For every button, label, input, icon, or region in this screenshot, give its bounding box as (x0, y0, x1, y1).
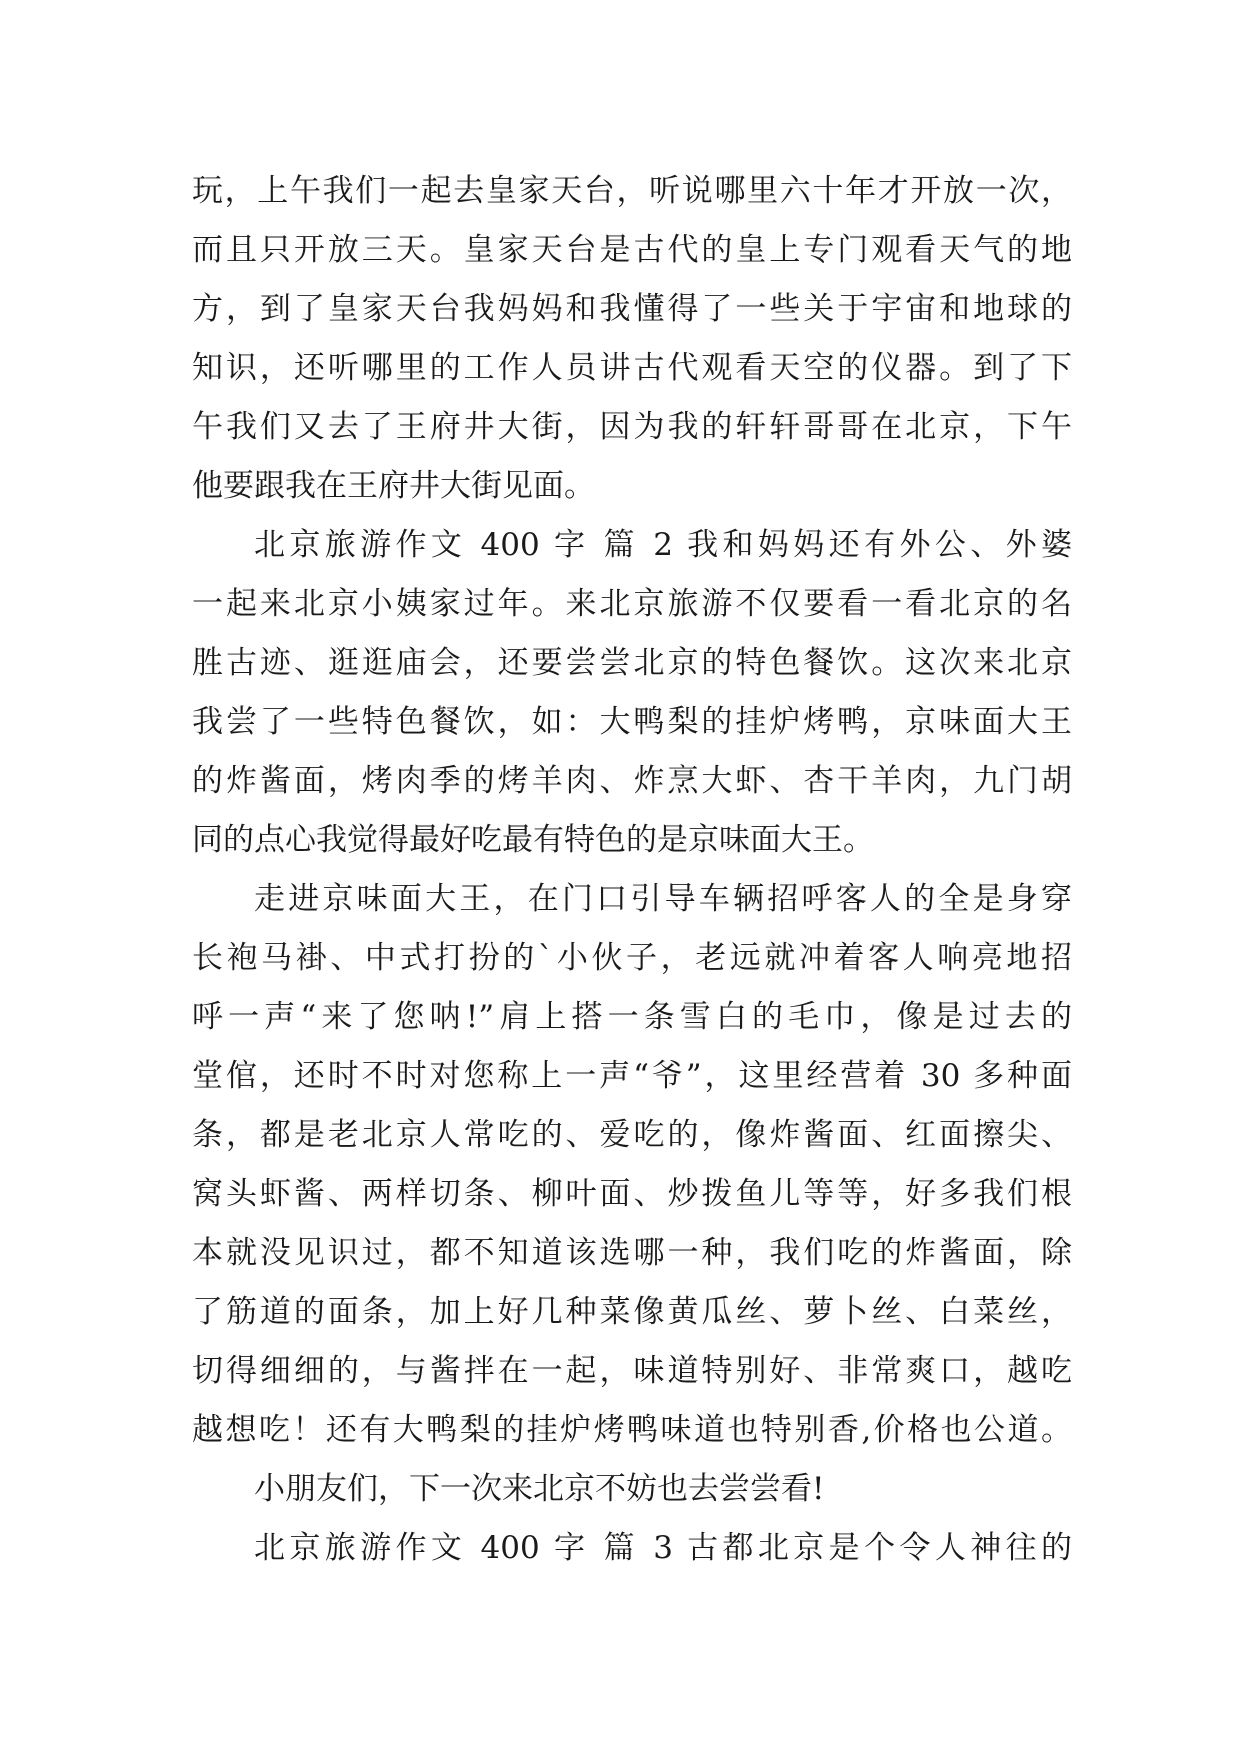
text-line: 北京旅游作文 400 字 篇 3 古都北京是个令人神往的 (254, 1530, 1072, 1566)
text-line: 玩，上午我们一起去皇家天台，听说哪里六十年才开放一次， (192, 173, 1072, 209)
text-line: 了筋道的面条，加上好几种菜像黄瓜丝、萝卜丝、白菜丝， (192, 1294, 1072, 1330)
text-line: 堂倌，还时不时对您称上一声“爷”，这里经营着 30 多种面 (192, 1058, 1072, 1094)
essay-text (192, 162, 1072, 1578)
text-line: 越想吃！还有大鸭梨的挂炉烤鸭味道也特别香,价格也公道。 (192, 1412, 1072, 1448)
text-line: 条，都是老北京人常吃的、爱吃的，像炸酱面、红面擦尖、 (192, 1117, 1072, 1153)
text-line: 方，到了皇家天台我妈妈和我懂得了一些关于宇宙和地球的 (192, 291, 1072, 327)
text-line: 胜古迹、逛逛庙会，还要尝尝北京的特色餐饮。这次来北京 (192, 645, 1072, 681)
text-line: 小朋友们，下一次来北京不妨也去尝尝看! (254, 1471, 825, 1507)
text-line: 而且只开放三天。皇家天台是古代的皇上专门观看天气的地 (192, 232, 1072, 268)
text-line: 北京旅游作文 400 字 篇 2 我和妈妈还有外公、外婆 (254, 527, 1072, 563)
text-line: 午我们又去了王府井大街，因为我的轩轩哥哥在北京，下午 (192, 409, 1072, 445)
text-line: 知识，还听哪里的工作人员讲古代观看天空的仪器。到了下 (192, 350, 1072, 386)
text-line: 呼一声“来了您呐!”肩上搭一条雪白的毛巾，像是过去的 (192, 999, 1072, 1035)
text-line: 窝头虾酱、两样切条、柳叶面、炒拨鱼儿等等，好多我们根 (192, 1176, 1072, 1212)
text-line: 的炸酱面，烤肉季的烤羊肉、炸烹大虾、杏干羊肉，九门胡 (192, 763, 1072, 799)
text-line: 同的点心我觉得最好吃最有特色的是京味面大王。 (192, 822, 874, 858)
text-line: 本就没见识过，都不知道该选哪一种，我们吃的炸酱面，除 (192, 1235, 1072, 1271)
text-line: 切得细细的，与酱拌在一起，味道特别好、非常爽口，越吃 (192, 1353, 1072, 1389)
text-line: 走进京味面大王，在门口引导车辆招呼客人的全是身穿 (254, 881, 1072, 917)
text-line: 他要跟我在王府井大街见面。 (192, 468, 595, 504)
text-line: 长袍马褂、中式打扮的`小伙子，老远就冲着客人响亮地招 (192, 940, 1072, 976)
text-line: 我尝了一些特色餐饮，如：大鸭梨的挂炉烤鸭，京味面大王 (192, 704, 1072, 740)
text-line: 一起来北京小姨家过年。来北京旅游不仅要看一看北京的名 (192, 586, 1072, 622)
